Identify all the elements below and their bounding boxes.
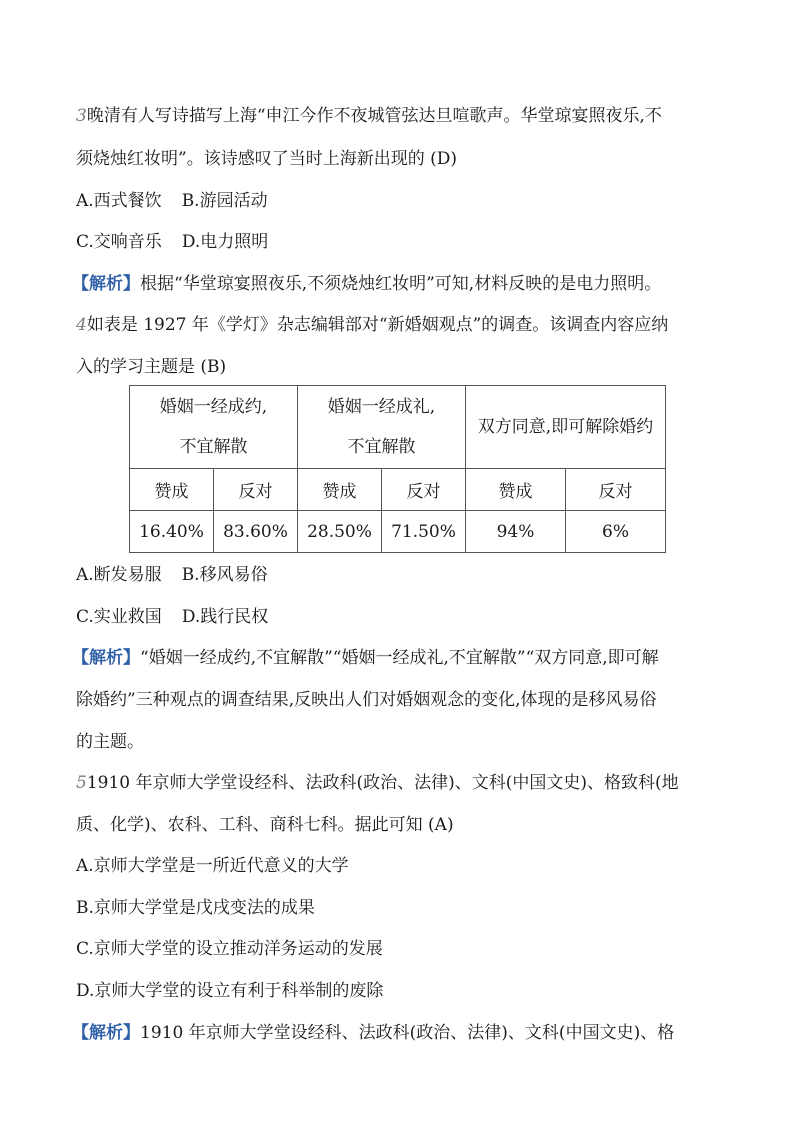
table-subheader: 赞成 [466,469,566,511]
analysis-tag: 【解析】 [72,1023,140,1043]
table-cell-value: 28.50% [298,511,382,553]
q4-option-b: B.移风易俗 [181,565,268,585]
survey-table [129,385,666,553]
table-subheader: 赞成 [298,469,382,511]
analysis-tag: 【解析】 [72,274,140,294]
analysis-tag: 【解析】 [72,648,140,668]
table-subheader: 反对 [382,469,466,511]
q4-analysis-line1: 【解析】“婚姻一经成约,不宜解散”“婚姻一经成礼,不宜解散”“双方同意,即可解 [72,648,659,668]
table-cell-value: 16.40% [130,511,214,553]
q3-options-row1 [76,190,268,212]
table-subheader: 反对 [214,469,298,511]
table-cell-value: 83.60% [214,511,298,553]
q4-number: 4 [76,315,87,335]
table-header-1: 婚姻一经成约, 不宜解散 [130,386,298,469]
table-cell-value: 6% [566,511,666,553]
table-cell-value: 71.50% [382,511,466,553]
q5-option-a: A.京师大学堂是一所近代意义的大学 [76,856,349,876]
q3-option-c: C.交响音乐 [76,232,162,252]
q5-option-b: B.京师大学堂是戊戌变法的成果 [76,898,315,918]
q4-option-c: C.实业救国 [76,607,162,627]
q4-options-row1 [76,564,268,586]
q3-option-d: D.电力照明 [181,232,269,252]
q3-options-row2 [76,231,268,253]
q3-option-a: A.西式餐饮 [76,191,162,211]
table-header-3: 双方同意,即可解除婚约 [466,386,666,469]
q4-option-a: A.断发易服 [76,565,162,585]
q3-stem-line1: 3晚清有人写诗描写上海“申江今作不夜城管弦达旦喧歌声。华堂琼宴照夜乐,不 [76,106,662,126]
q5-stem-line1: 51910 年京师大学堂设经科、法政科(政治、法律)、文科(中国文史)、格致科(地 [76,773,679,793]
q3-option-b: B.游园活动 [181,191,268,211]
q3-analysis: 【解析】根据“华堂琼宴照夜乐,不须烧烛红妆明”可知,材料反映的是电力照明。 [72,274,662,294]
q4-analysis-line3: 的主题。 [76,732,144,752]
q3-stem-line2: 须烧烛红妆明”。该诗感叹了当时上海新出现的 (D) [76,149,457,169]
q4-stem-line1: 4如表是 1927 年《学灯》杂志编辑部对“新婚姻观点”的调查。该调查内容应纳 [76,315,669,335]
q4-option-d: D.践行民权 [181,607,269,627]
table-header-2: 婚姻一经成礼, 不宜解散 [298,386,466,469]
table-subheader: 赞成 [130,469,214,511]
q5-analysis-line1: 【解析】1910 年京师大学堂设经科、法政科(政治、法律)、文科(中国文史)、格 [72,1023,675,1043]
q5-option-c: C.京师大学堂的设立推动洋务运动的发展 [76,939,383,959]
q5-option-d: D.京师大学堂的设立有利于科举制的废除 [76,981,384,1001]
q4-options-row2 [76,606,268,628]
q4-analysis-line2: 除婚约”三种观点的调查结果,反映出人们对婚姻观念的变化,体现的是移风易俗 [76,690,657,710]
q3-number: 3 [76,106,87,126]
q4-stem-line2: 入的学习主题是 (B) [76,357,227,377]
table-subheader: 反对 [566,469,666,511]
table-cell-value: 94% [466,511,566,553]
q5-stem-line2: 质、化学)、农科、工科、商科七科。据此可知 (A) [76,815,454,835]
q5-number: 5 [76,773,87,793]
